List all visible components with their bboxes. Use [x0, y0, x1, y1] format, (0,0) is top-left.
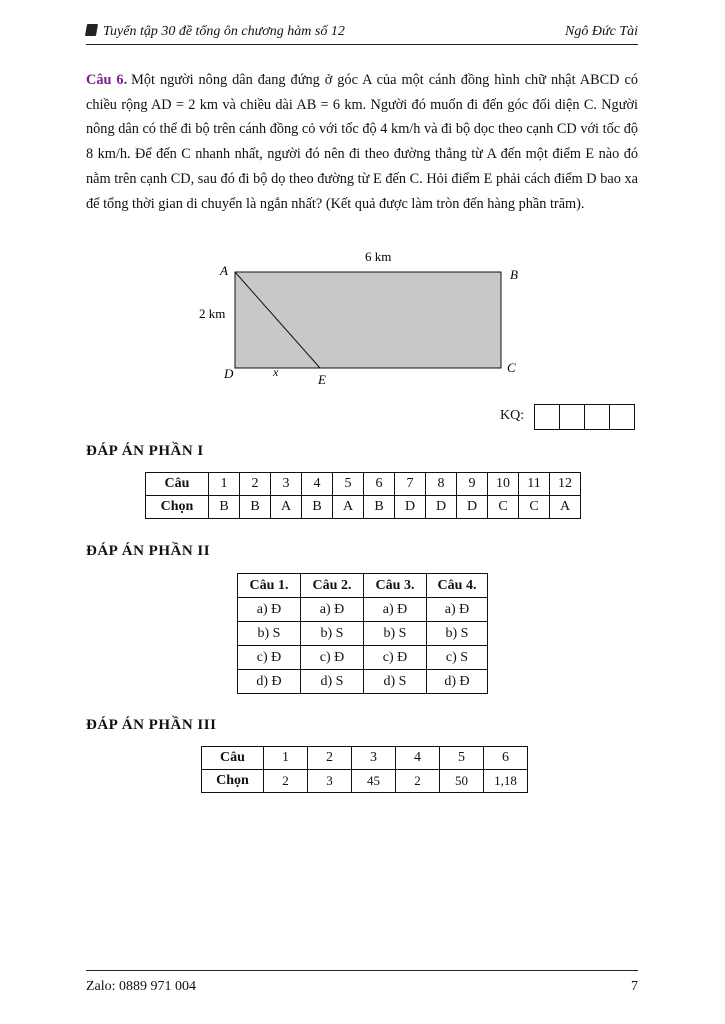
answer-cell: d) S	[301, 670, 364, 694]
vertex-D-label: D	[224, 366, 234, 381]
rectangle-figure	[195, 246, 535, 396]
table-row	[202, 747, 528, 770]
answer-cell: c) Đ	[301, 646, 364, 670]
answer-cell: 3	[308, 770, 352, 793]
question-cell: 3	[352, 747, 396, 770]
page-header	[86, 24, 638, 45]
table-row	[146, 473, 581, 496]
part3-heading: ĐÁP ÁN PHẦN III	[86, 717, 217, 733]
column-header: Câu 2.	[301, 574, 364, 598]
answer-cell: c) S	[427, 646, 488, 670]
table-row	[238, 622, 488, 646]
question-cell: 9	[457, 473, 488, 496]
table-row	[238, 646, 488, 670]
answer-cell: b) S	[238, 622, 301, 646]
answer-cell: A	[271, 496, 302, 519]
answer-cell: D	[395, 496, 426, 519]
question-text: Một người nông dân đang đứng ở góc A của một cánh đồng hình chữ nhật ABCD có chiều rộng AD = 2 km và chiều dài AB = 6 km. Người đó muốn đi đến góc đối diện C. Người nông dân có thể đi bộ trên cánh đồng cỏ với tốc độ 4 km/h và đi bộ dọc theo cạnh CD với tốc độ 8 km/h. Để đến C nhanh nhất, người đó nên đi theo đường thẳng từ A đến một điểm E nào đó nằm trên cạnh CD, sau đó đi bộ dọ theo đường từ E đến C. Hỏi điểm E phải cách điểm D bao xa để tổng thời gian di chuyển là ngắn nhất? (Kết quả được làm tròn đến hàng phần trăm).	[86, 72, 638, 212]
side-length-label: 2 km	[199, 306, 226, 321]
footer-contact: Zalo: 0889 971 004	[86, 979, 197, 994]
table-row	[238, 598, 488, 622]
answer-box-cell[interactable]	[584, 404, 610, 430]
field-rectangle	[235, 272, 501, 368]
column-header: Câu 3.	[364, 574, 427, 598]
question-cell: 6	[484, 747, 528, 770]
question-cell: 1	[264, 747, 308, 770]
question-cell: 10	[488, 473, 519, 496]
answer-cell: d) Đ	[427, 670, 488, 694]
answer-cell: 2	[396, 770, 440, 793]
answer-box-label: KQ:	[500, 408, 525, 423]
answer-cell: B	[302, 496, 333, 519]
answer-box-cell[interactable]	[609, 404, 635, 430]
vertex-B-label: B	[510, 267, 518, 282]
answer-cell: A	[333, 496, 364, 519]
question-label: Câu 6.	[86, 72, 128, 88]
answer-cell: c) Đ	[238, 646, 301, 670]
page-footer	[86, 970, 638, 994]
row-header-answer: Chọn	[202, 770, 264, 793]
answer-cell: b) S	[364, 622, 427, 646]
answer-cell: 50	[440, 770, 484, 793]
table-row	[238, 574, 488, 598]
row-header-answer: Chọn	[146, 496, 209, 519]
question-cell: 2	[240, 473, 271, 496]
question-cell: 4	[302, 473, 333, 496]
table-row	[202, 770, 528, 793]
part3-answer-table	[201, 746, 528, 793]
part2-answer-table	[237, 573, 488, 694]
question-cell: 1	[209, 473, 240, 496]
answer-cell: d) S	[364, 670, 427, 694]
page-number: 7	[631, 979, 638, 994]
answer-cell: 1,18	[484, 770, 528, 793]
answer-cell: a) Đ	[301, 598, 364, 622]
question-cell: 11	[519, 473, 550, 496]
answer-cell: A	[550, 496, 581, 519]
answer-cell: C	[488, 496, 519, 519]
question-cell: 6	[364, 473, 395, 496]
part2-heading: ĐÁP ÁN PHẦN II	[86, 543, 211, 559]
header-title-group	[86, 24, 345, 40]
row-header-question: Câu	[202, 747, 264, 770]
answer-cell: D	[426, 496, 457, 519]
problem-text-block	[86, 68, 638, 216]
vertex-C-label: C	[507, 360, 516, 375]
question-cell: 12	[550, 473, 581, 496]
answer-cell: 45	[352, 770, 396, 793]
answer-cell: a) Đ	[364, 598, 427, 622]
answer-cell: b) S	[301, 622, 364, 646]
part1-heading: ĐÁP ÁN PHẦN I	[86, 443, 204, 459]
header-author: Ngô Đức Tài	[565, 24, 638, 39]
column-header: Câu 4.	[427, 574, 488, 598]
table-row	[238, 670, 488, 694]
question-cell: 5	[440, 747, 484, 770]
answer-boxes	[535, 404, 635, 430]
book-icon	[85, 24, 98, 36]
question-cell: 4	[396, 747, 440, 770]
question-cell: 2	[308, 747, 352, 770]
vertex-A-label: A	[220, 263, 228, 278]
top-length-label: 6 km	[365, 249, 392, 264]
answer-cell: B	[364, 496, 395, 519]
answer-cell: a) Đ	[238, 598, 301, 622]
header-title: Tuyển tập 30 đề tổng ôn chương hàm số 12	[103, 24, 345, 39]
question-cell: 8	[426, 473, 457, 496]
answer-cell: c) Đ	[364, 646, 427, 670]
answer-box-cell[interactable]	[534, 404, 560, 430]
part1-answer-table	[145, 472, 581, 519]
question-cell: 7	[395, 473, 426, 496]
answer-cell: b) S	[427, 622, 488, 646]
answer-cell: C	[519, 496, 550, 519]
answer-cell: d) Đ	[238, 670, 301, 694]
question-cell: 5	[333, 473, 364, 496]
table-row	[146, 496, 581, 519]
answer-cell: B	[240, 496, 271, 519]
row-header-question: Câu	[146, 473, 209, 496]
answer-cell: D	[457, 496, 488, 519]
answer-box-cell[interactable]	[559, 404, 585, 430]
column-header: Câu 1.	[238, 574, 301, 598]
point-E-label: E	[318, 372, 326, 387]
answer-cell: a) Đ	[427, 598, 488, 622]
answer-cell: B	[209, 496, 240, 519]
answer-cell: 2	[264, 770, 308, 793]
distance-x-label: x	[273, 365, 279, 379]
question-cell: 3	[271, 473, 302, 496]
